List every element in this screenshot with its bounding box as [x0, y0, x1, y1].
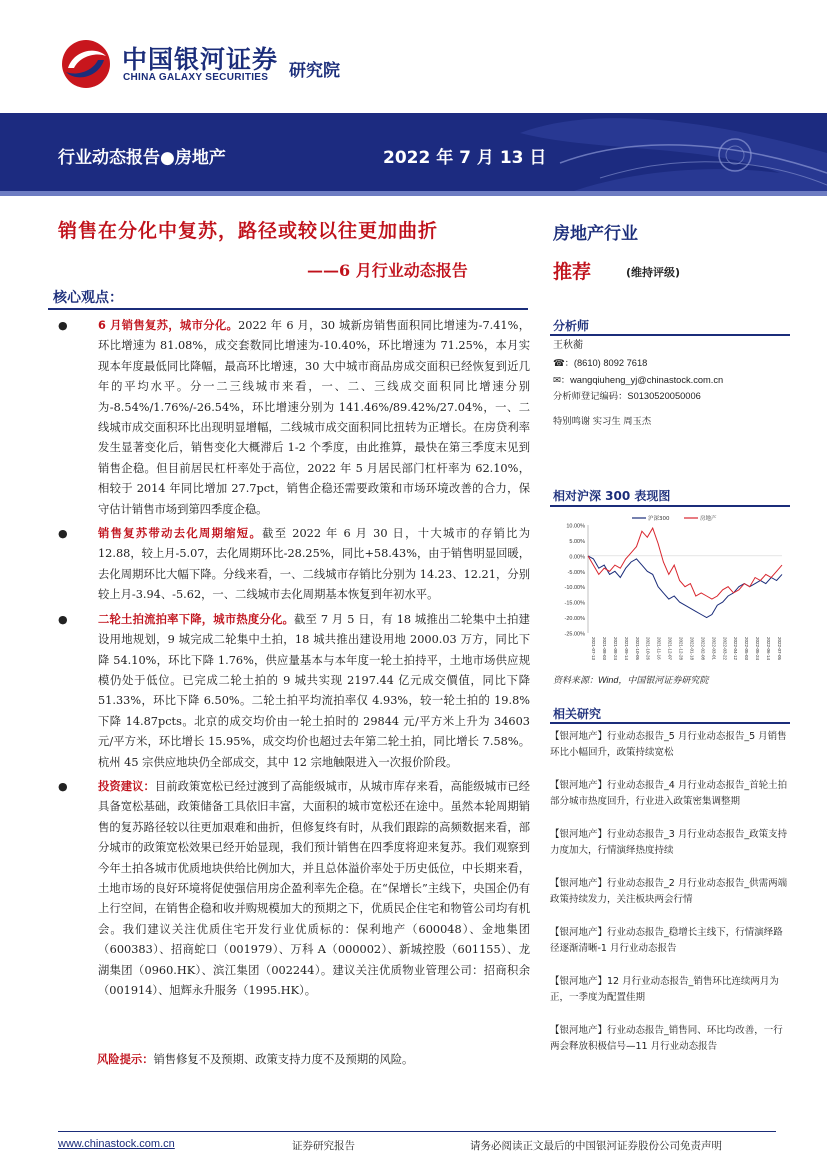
report-type: 行业动态报告●房地产 [58, 148, 226, 168]
core-views-divider [48, 308, 528, 310]
chart-series-line-real-estate [588, 528, 782, 599]
institute-label: 研究院 [289, 61, 340, 81]
chart-x-tick-label: 2022-07-05 [777, 637, 782, 661]
report-title: 销售在分化中复苏，路径或较以往更加曲折 [58, 220, 439, 242]
chart-x-tick-label: 2022-04-12 [733, 637, 739, 661]
bullet-highlight: 销售复苏带动去化周期缩短。 [98, 527, 263, 541]
chart-x-tick-label: 2021-10-26 [645, 637, 651, 661]
company-logo [60, 38, 380, 90]
phone-icon: ☎： [553, 358, 574, 368]
research-link[interactable]: 【银河地产】行业动态报告_3 月行业动态报告_政策支持力度加大，行情演绎热度持续 [550, 829, 788, 856]
bullet-highlight: 二轮土拍流拍率下降，城市热度分化。 [98, 612, 295, 626]
analyst-email[interactable]: wangqiuheng_yj@chinastock.com.cn [570, 375, 724, 385]
related-research-list [550, 729, 790, 1072]
rating-note: (维持评级) [626, 266, 681, 279]
bullet-text: 2022 年 6 月，30 城新房销售面积同比增速为-7.41%，环比增速为 81.08%，成交套数同比增速为-10.40%，环比增速为 71.25%，本月实现本年度最低同比降幅，最高环比增速，30 大中城市商品房成交面积已经恢复到近几年的平均水平。分一二三线城市来看，一、二、三线成交面积同比增速分别为-8.54%/1.76%/-26.54%，环比增速分别为 141.46%/89.42%/27.04%，一、二线城市成交面积环比出现明显增幅，二线城市成交面积同比扭转为正增长。在房贷利率发生显著变化后，销售变化大概滞后 1-2 个季度，由此推算，最快在第三季度末见到销售企稳。但目前居民杠杆率处于高位，2022 年 5 月居民部门杠杆率为 62.10%，相较于 2014 年同比增加 27.7pct，销售企稳还需要政策和市场环境改善的合力，保守估计销售市场到第四季度企稳。 [98, 319, 530, 516]
chart-x-tick-label: 2021-11-16 [656, 637, 662, 660]
footer-website-link[interactable]: www.chinastock.com.cn [58, 1138, 175, 1150]
analyst-phone-row [553, 356, 647, 372]
chart-x-tick-label: 2021-08-24 [612, 637, 618, 661]
bullet-sales-recovery [48, 316, 530, 520]
chart-x-tick-label: 2022-05-03 [744, 637, 750, 661]
chart-heading: 相对沪深 300 表现图 [553, 489, 671, 503]
chart-y-tick-label: 10.00% [566, 523, 585, 530]
relative-performance-chart [550, 513, 790, 673]
research-link[interactable]: 【银河地产】行业动态报告_4 月行业动态报告_首轮土拍部分城市热度回升，行业进入政策密集调整期 [550, 780, 788, 807]
research-link[interactable]: 【银河地产】行业动态报告_5 月行业动态报告_5 月销售环比小幅回升，政策持续宽松 [550, 731, 787, 758]
chart-x-tick-label: 2021-09-14 [623, 637, 629, 661]
related-research-divider [550, 722, 790, 724]
bullet-dot-icon: ● [58, 319, 68, 332]
bullet-dot-icon: ● [58, 612, 68, 626]
core-views-heading: 核心观点： [53, 290, 123, 306]
chart-legend-label: 沪深300 [648, 516, 670, 522]
chart-y-tick-label: 0.00% [569, 554, 585, 561]
risk-label: 风险提示： [97, 1053, 154, 1066]
chart-x-tick-label: 2022-06-14 [766, 637, 772, 661]
logo-chinese-name: 中国银河证券 [122, 45, 279, 74]
chart-x-tick-label: 2021-08-03 [601, 637, 607, 661]
bullet-dot-icon: ● [58, 527, 68, 541]
bullet-land-auction [48, 610, 530, 773]
bullet-highlight: 6 月销售复苏，城市分化。 [98, 319, 239, 332]
risk-text: 销售修复不及预期、政策支持力度不及预期的风险。 [153, 1053, 414, 1066]
chart-x-tick-label: 2022-03-01 [711, 637, 717, 661]
analyst-heading: 分析师 [553, 319, 590, 333]
research-link[interactable]: 【银河地产】行业动态报告_销售同、环比均改善，一行两会释放积极信号—11 月行业动态报告 [550, 1025, 783, 1052]
chart-y-tick-label: -25.00% [564, 631, 585, 638]
analyst-divider [550, 334, 790, 336]
chart-y-tick-label: -20.00% [564, 616, 585, 623]
bullet-text: 目前政策宽松已经过渡到了高能级城市，从城市库存来看，高能级城市已经具备宽松基础，政策储备工具依旧丰富，大面积的城市宽松还在途中。虽然本轮周期销售的复苏路径较以往更加艰难和曲折，但修复终有时，从我们跟踪的高频数据来看，部分城市的政策宽松效果已经开始显现，我们预计销售在四季度将迎来复苏。我们观察到今年土拍各城市优质地块供给比例加大，并且总体溢价率处于历史低位，中长期来看，土地市场的良好环境将促使强信用房企盈利率先企稳。在“保增长”主线下，央国企仍有上行空间，在销售企稳和收并购规模加大的预期之下，优质民企住宅和物管公司均有机会。我们建议关注优质住宅开发行业优质标的：保利地产（600048）、金地集团（600383）、招商蛇口（001979）、万科 A（000002）、新城控股（601155）、龙湖集团（0960.HK）、滨江集团（002244）。建议关注优质物业管理公司：招商积余（001914）、旭辉永升服务（1995.HK）。 [98, 779, 530, 997]
banner-bottom-stripe [0, 191, 827, 196]
analyst-phone: (8610) 8092 7618 [573, 358, 648, 368]
chart-y-tick-label: 5.00% [569, 538, 585, 545]
chart-x-tick-label: 2021-10-05 [634, 637, 640, 661]
chart-legend-label: 房地产 [700, 516, 717, 522]
footer-divider [58, 1131, 776, 1132]
chart-x-tick-label: 2022-01-18 [689, 637, 695, 661]
report-subtitle: ——6 月行业动态报告 [307, 261, 468, 280]
related-research-heading: 相关研究 [553, 707, 602, 721]
risk-warning [97, 1051, 413, 1067]
analyst-name: 王秋蘅 [553, 340, 583, 351]
bullet-dot-icon: ● [58, 779, 68, 793]
chart-x-tick-label: 2021-07-13 [591, 637, 596, 661]
bullet-text: 截至 2022 年 6 月 30 日，十大城市的存销比为 12.88，较上月-5.07，去化周期环比-28.25%，同比+58.43%，由于销售明显回暖，去化周期环比大幅下降。分线来看，一、二线城市存销比分别为 14.23、12.21，分别较上月-3.94、-5.62，一、二线城市去化周期基本恢复到年初水平。 [98, 527, 530, 602]
chart-x-tick-label: 2022-03-22 [722, 637, 728, 661]
galaxy-logo-icon [60, 38, 112, 90]
logo-english-name: CHINA GALAXY SECURITIES [123, 72, 269, 83]
chart-x-tick-label: 2022-05-24 [755, 637, 761, 661]
analyst-email-row [553, 373, 723, 389]
chart-source: 资料来源：Wind，中国银河证券研究院 [553, 675, 709, 685]
research-link[interactable]: 【银河地产】行业动态报告_2 月行业动态报告_供需两端政策持续发力，关注板块两会行情 [550, 878, 788, 905]
chart-y-tick-label: -15.00% [564, 600, 585, 607]
research-link[interactable]: 【银河地产】行业动态报告_稳增长主线下，行情演绎路径逐渐清晰-1 月行业动态报告 [550, 927, 783, 954]
special-thanks: 特别鸣谢 实习生 周玉杰 [553, 416, 652, 426]
chart-divider [550, 505, 790, 507]
footer-report-type: 证券研究报告 [292, 1140, 355, 1152]
bullet-destocking [48, 524, 530, 606]
mail-icon: ✉： [553, 375, 571, 385]
chart-x-tick-label: 2021-12-07 [667, 637, 673, 661]
bullet-investment-advice [48, 777, 530, 1001]
footer-disclaimer: 请务必阅读正文最后的中国银河证券股份公司免责声明 [470, 1140, 722, 1152]
rating-label: 推荐 [553, 261, 592, 283]
chart-x-tick-label: 2021-12-28 [678, 637, 684, 661]
report-date: 2022 年 7 月 13 日 [383, 148, 547, 168]
industry-name: 房地产行业 [553, 224, 638, 244]
research-link[interactable]: 【银河地产】12 月行业动态报告_销售环比连续两月为正，一季度为配置佳期 [550, 976, 779, 1003]
bullet-text: 截至 7 月 5 日，有 18 城推出二轮集中土拍建设用地规划，9 城完成二轮集中土拍，18 城共推出建设用地 2000.03 万方，同比下降 54.10%，环比下降 1.76%，供应量基本与本年度一轮土拍持平，土地市场供应规模仍处于低位。已完成二轮土拍的 9 城共实现 2197.44 亿元成交價值，同比下降 51.33%，环比下降 6.50%。二轮土拍平均流拍率仅 4.93%，较一轮土拍的 19.8%下降 14.87pcts。北京的成交均价由一轮土拍时的 29844 元/平方米上升为 34603 元/平方米，环比增长 15.95%，成交均价也超过去年第二轮土拍，同比增长 7.58%。杭州 45 宗供应地块仍全部成交，其中 12 宗地触限进入一次报价阶段。 [98, 612, 530, 769]
chart-y-tick-label: -5.00% [567, 569, 585, 576]
chart-y-tick-label: -10.00% [564, 585, 585, 592]
analyst-registration: 分析师登记编码：S0130520050006 [553, 391, 701, 401]
bullet-highlight: 投资建议： [98, 779, 155, 793]
chart-x-tick-label: 2022-02-08 [700, 637, 706, 661]
core-bullets [48, 316, 530, 1005]
